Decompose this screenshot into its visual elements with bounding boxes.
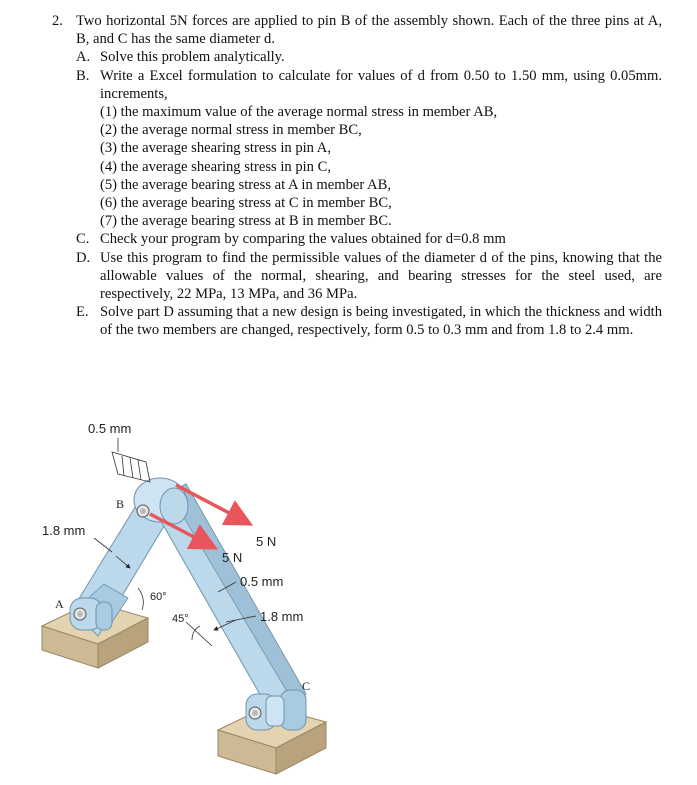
item-4: (4) the average shearing stress in pin C, xyxy=(100,158,331,175)
label-pin-a: A xyxy=(55,597,64,611)
label-angle-45: 45° xyxy=(172,613,189,625)
dimension-angle-60 xyxy=(138,588,143,610)
pin-b xyxy=(137,505,149,517)
problem-statement xyxy=(52,12,662,340)
part-b-label: B. xyxy=(76,67,90,84)
label-width-bc: 1.8 mm xyxy=(260,609,304,624)
part-d-text: Use this program to find the permissible values of the diameter d of the pins, knowing that the allowable values of the normal, shearing, and bearing stresses for the steel used, are respectively, 22 MPa, 13 MPa, and 36 MPa. xyxy=(100,249,662,303)
item-5: (5) the average bearing stress at A in member AB, xyxy=(100,176,391,193)
part-e-text: Solve part D assuming that a new design is being investigated, in which the thickness and width of the two members are changed, respectively, form 0.5 to 0.3 mm and from 1.8 to 2.4 mm. xyxy=(100,304,662,339)
item-2: (2) the average normal stress in member BC, xyxy=(100,122,362,139)
part-b-item-list xyxy=(100,103,662,230)
label-thickness-bc: 0.5 mm xyxy=(240,574,284,589)
item-6: (6) the average bearing stress at C in member BC, xyxy=(100,195,392,212)
dimension-angle-45 xyxy=(186,622,212,646)
label-width-ab: 1.8 mm xyxy=(42,523,86,538)
part-a-label: A. xyxy=(76,49,91,66)
part-d-label: D. xyxy=(76,249,91,266)
label-pin-c: C xyxy=(302,679,311,693)
part-a xyxy=(76,48,662,66)
part-c-label: C. xyxy=(76,231,90,248)
part-c xyxy=(76,230,662,248)
label-thickness-ab: 0.5 mm xyxy=(88,421,132,436)
item-1: (1) the maximum value of the average normal stress in member AB, xyxy=(100,104,498,121)
problem-number: 2. xyxy=(52,13,63,29)
label-force-top: 5 N xyxy=(256,534,277,549)
label-force-bottom: 5 N xyxy=(222,550,243,565)
problem-intro xyxy=(52,12,662,48)
part-b-text: Write a Excel formulation to calculate for values of d from 0.50 to 1.50 mm, using 0.05mm. increments, xyxy=(100,67,662,102)
part-b xyxy=(76,67,662,103)
problem-intro-text: Two horizontal 5N forces are applied to pin B of the assembly shown. Each of the three pins at A, B, and C has the same diameter d. xyxy=(76,13,662,48)
assembly-figure xyxy=(0,400,697,785)
item-7: (7) the average bearing stress at B in member BC. xyxy=(100,213,392,230)
part-d xyxy=(76,249,662,304)
part-e xyxy=(76,303,662,339)
label-pin-b: B xyxy=(116,497,125,511)
label-angle-60: 60° xyxy=(150,591,167,603)
assembly-diagram xyxy=(0,400,697,785)
part-c-text: Check your program by comparing the values obtained for d=0.8 mm xyxy=(100,231,506,248)
pin-c xyxy=(249,707,261,719)
item-3: (3) the average shearing stress in pin A, xyxy=(100,140,331,157)
pin-a xyxy=(74,608,86,620)
part-a-text: Solve this problem analytically. xyxy=(100,49,285,66)
thickness-indicator-ab xyxy=(112,438,150,482)
part-e-label: E. xyxy=(76,304,89,321)
